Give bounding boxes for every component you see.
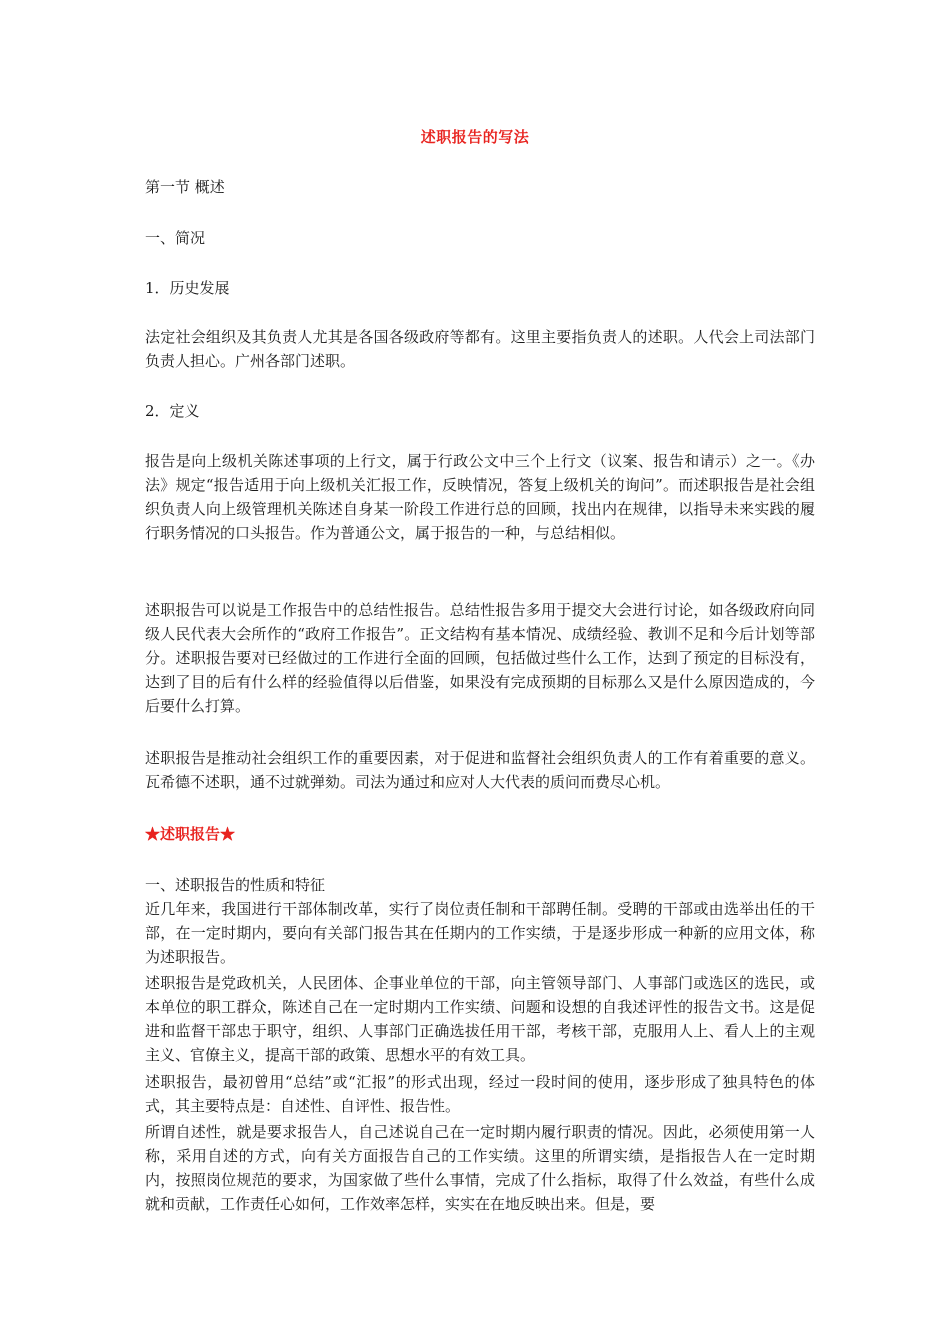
paragraph-summary-report: 述职报告可以说是工作报告中的总结性报告。总结性报告多用于提交大会进行讨论，如各级政府向同级人民代表大会所作的“政府工作报告”。正文结构有基本情况、成绩经验、教训不足和今后计划等部分。述职报告要对已经做过的工作进行全面的回顾，包括做过些什么工作，达到了预定的目标没有，达到了目的后有什么样的经验值得以后借鉴，如果没有完成预期的目标那么又是什么原因造成的，今后要什么打算。 <box>145 601 815 715</box>
paragraph-origin: 近几年来，我国进行干部体制改革，实行了岗位责任制和干部聘任制。受聘的干部或由选举出任的干部，在一定时期内，要向有关部门报告其在任期内的工作实绩，于是逐步形成一种新的应用文体，称为述职报告。 <box>145 900 815 966</box>
subheading-brief: 一、简况 <box>145 229 206 247</box>
paragraph-importance: 述职报告是推动社会组织工作的重要因素，对于促进和监督社会组织负责人的工作有着重要的意义。瓦希德不述职，通不过就弹劾。司法为通过和应对人大代表的质问而费尽心机。 <box>145 749 815 791</box>
document-title: 述职报告的写法 <box>420 128 530 146</box>
paragraph-definition: 报告是向上级机关陈述事项的上行文，属于行政公文中三个上行文（议案、报告和请示）之一。《办法》规定“报告适用于向上级机关汇报工作，反映情况，答复上级机关的询问”。而述职报告是社会组织负责人向上级管理机关陈述自身某一阶段工作进行总的回顾，找出内在规律，以指导未来实践的履行职务情况的口头报告。作为普通公文，属于报告的一种，与总结相似。 <box>145 452 815 542</box>
subheading-nature-features: 一、述职报告的性质和特征 <box>145 876 326 894</box>
subheading-history: 1．历史发展 <box>145 279 230 297</box>
paragraph-features: 述职报告，最初曾用“总结”或“汇报”的形式出现，经过一段时间的使用，逐步形成了独具特色的体式，其主要特点是：自述性、自评性、报告性。 <box>145 1073 815 1115</box>
paragraph-self-narrative: 所谓自述性，就是要求报告人，自己述说自己在一定时期内履行职责的情况。因此，必须使用第一人称，采用自述的方式，向有关方面报告自己的工作实绩。这里的所谓实绩，是指报告人在一定时期内，按照岗位规范的要求，为国家做了些什么事情，完成了什么指标，取得了什么效益，有些什么成就和贡献，工作责任心如何，工作效率怎样，实实在在地反映出来。但是，要 <box>145 1123 815 1213</box>
subheading-definition: 2．定义 <box>145 402 200 420</box>
star-heading: ★述职报告★ <box>145 825 236 843</box>
section-heading-overview: 第一节 概述 <box>145 178 225 196</box>
paragraph-history: 法定社会组织及其负责人尤其是各国各级政府等都有。这里主要指负责人的述职。人代会上司法部门负责人担心。广州各部门述职。 <box>145 328 815 370</box>
paragraph-nature: 述职报告是党政机关，人民团体、企事业单位的干部，向主管领导部门、人事部门或选区的选民，或本单位的职工群众，陈述自己在一定时期内工作实绩、问题和设想的自我述评性的报告文书。这是促进和监督干部忠于职守，组织、人事部门正确选拔任用干部，考核干部，克服用人上、看人上的主观主义、官僚主义，提高干部的政策、思想水平的有效工具。 <box>145 974 815 1064</box>
